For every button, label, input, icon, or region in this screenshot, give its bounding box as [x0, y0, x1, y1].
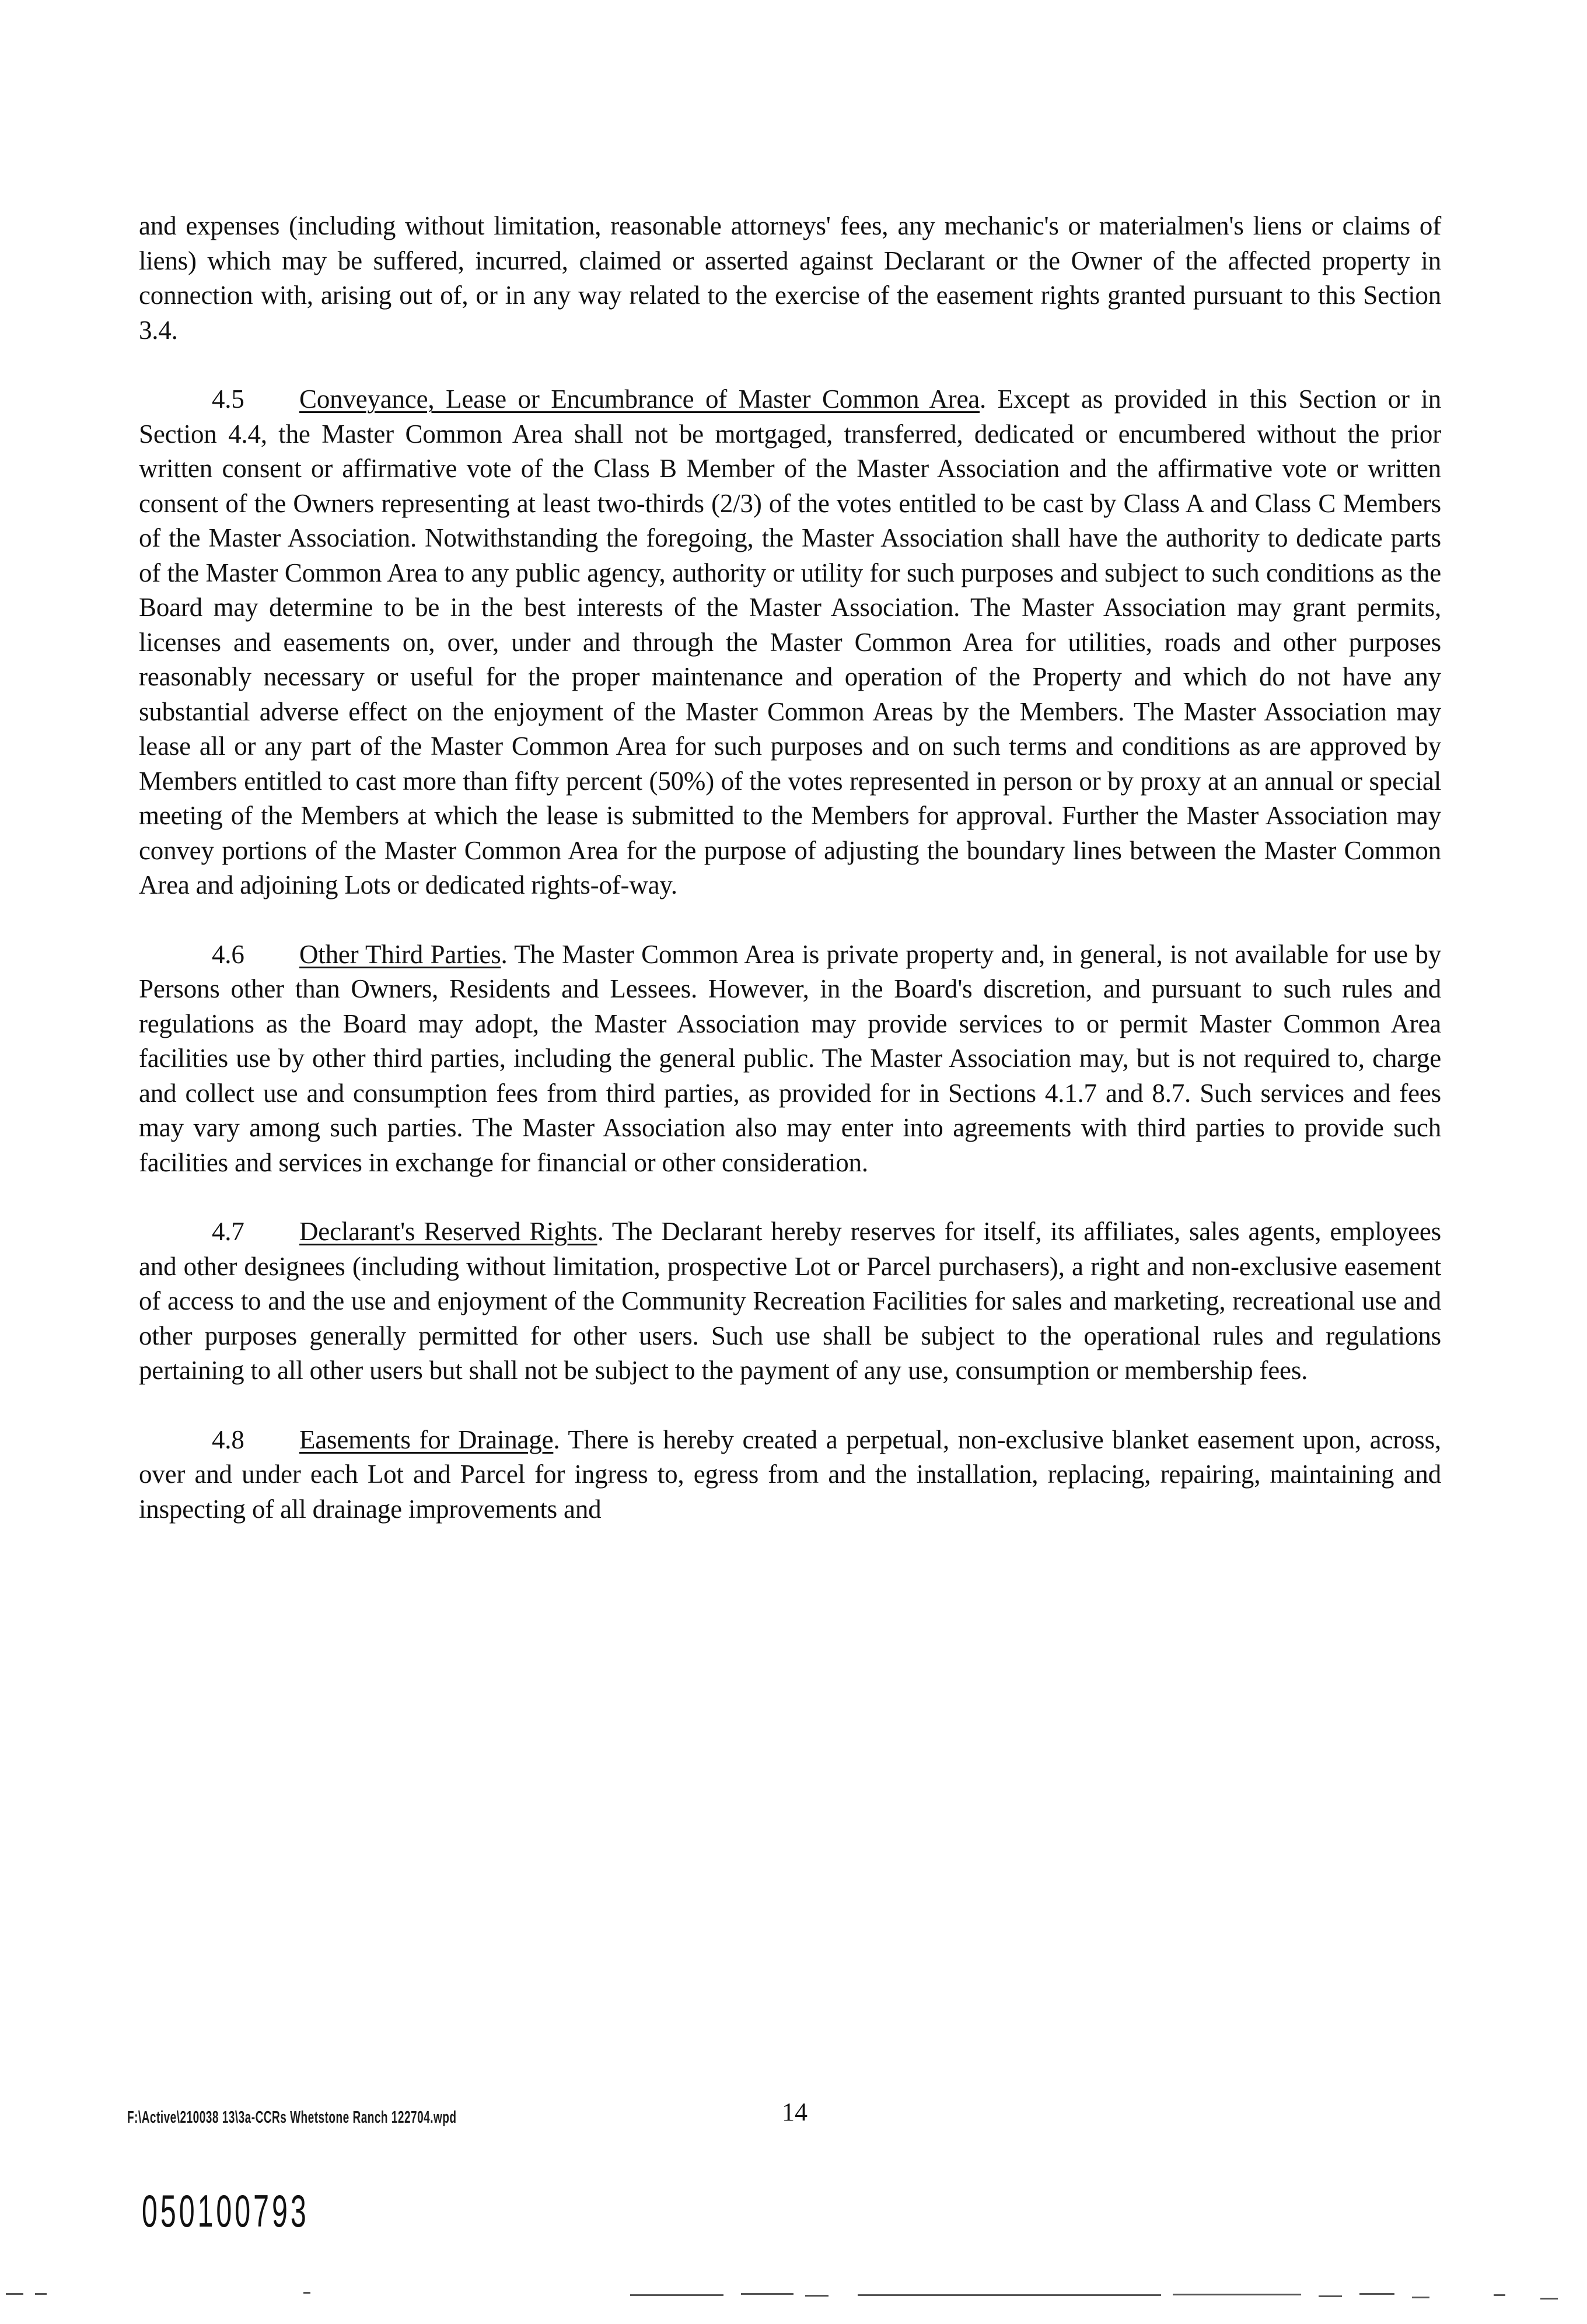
section-body: . There is hereby created a perpetual, non-exclusive blanket easement upon, across, over and under each Lot and Parcel for ingress to, egress from and the installation, replacing, repairing, maintaining and inspecting of all drainage improvements and: [139, 1424, 1441, 1524]
section-heading: Conveyance, Lease or Encumbrance of Master Common Area: [299, 384, 980, 414]
opening-paragraph: and expenses (including without limitation, reasonable attorneys' fees, any mechanic's or materialmen's liens or claims of liens) which may be suffered, incurred, claimed or asserted against Declarant or the Owner of the affected property in connection with, arising out of, or in any way related to the exercise of the easement rights granted pursuant to this Section 3.4.: [139, 211, 1441, 345]
bates-number: 050100793: [142, 2185, 309, 2236]
section-heading: Easements for Drainage: [299, 1424, 554, 1454]
section-4-8: [139, 1423, 1441, 1527]
section-number: 4.6: [212, 939, 244, 969]
section-body: . The Master Common Area is private property and, in general, is not available for use by Persons other than Owners, Residents and Lessees. However, in the Board's discretion, and pursuant to such rules and regulations as the Board may adopt, the Master Association may provide services to or permit Master Common Area facilities use by other third parties, including the general public. The Master Association may, but is not required to, charge and collect use and consumption fees from third parties, as provided for in Sections 4.1.7 and 8.7. Such services and fees may vary among such parties. The Master Association also may enter into agreements with third parties to provide such facilities and services in exchange for financial or other consideration.: [139, 939, 1441, 1177]
section-body: . The Declarant hereby reserves for itself, its affiliates, sales agents, employees and other designees (including without limitation, prospective Lot or Parcel purchasers), a right and non-exclusive easement of access to and the use and enjoyment of the Community Recreation Facilities for sales and marketing, recreational use and other purposes generally permitted for other users. Such use shall be subject to the operational rules and regulations pertaining to all other users but shall not be subject to the payment of any use, consumption or membership fees.: [139, 1217, 1441, 1385]
page-number: 14: [782, 2098, 808, 2126]
footer-file-path: F:\Active\210038 13\3a-CCRs Whetstone Ranch 122704.wpd: [127, 2109, 457, 2127]
section-heading: Other Third Parties: [299, 939, 501, 969]
section-number: 4.7: [212, 1217, 244, 1246]
section-body: . Except as provided in this Section or in Section 4.4, the Master Common Area shall not be mortgaged, transferred, dedicated or encumbered without the prior written consent or affirmative vote of the Class B Member of the Master Association and the affirmative vote or written consent of the Owners representing at least two-thirds (2/3) of the votes entitled to be cast by Class A and Class C Members of the Master Association. Notwithstanding the foregoing, the Master Association shall have the authority to dedicate parts of the Master Common Area to any public agency, authority or utility for such purposes and subject to such conditions as the Board may determine to be in the best interests of the Master Association. The Master Association may grant permits, licenses and easements on, over, under and through the Master Common Area for utilities, roads and other purposes reasonably necessary or useful for the proper maintenance and operation of the Property and which do not have any substantial adverse effect on the enjoyment of the Master Common Areas by the Members. The Master Association may lease all or any part of the Master Common Area for such purposes and on such terms and conditions as are approved by Members entitled to cast more than fifty percent (50%) of the votes represented in person or by proxy at an annual or special meeting of the Members at which the lease is submitted to the Members for approval. Further the Master Association may convey portions of the Master Common Area for the purpose of adjusting the boundary lines between the Master Common Area and adjoining Lots or dedicated rights-of-way.: [139, 384, 1442, 900]
section-4-6: [139, 937, 1441, 1181]
section-4-5: [139, 382, 1441, 903]
document-body: [139, 209, 1441, 1561]
section-4-7: [139, 1214, 1441, 1388]
section-number: 4.8: [212, 1424, 244, 1454]
section-heading: Declarant's Reserved Rights: [299, 1217, 597, 1246]
section-number: 4.5: [212, 384, 244, 414]
scan-artifact-line: [0, 2290, 1587, 2301]
